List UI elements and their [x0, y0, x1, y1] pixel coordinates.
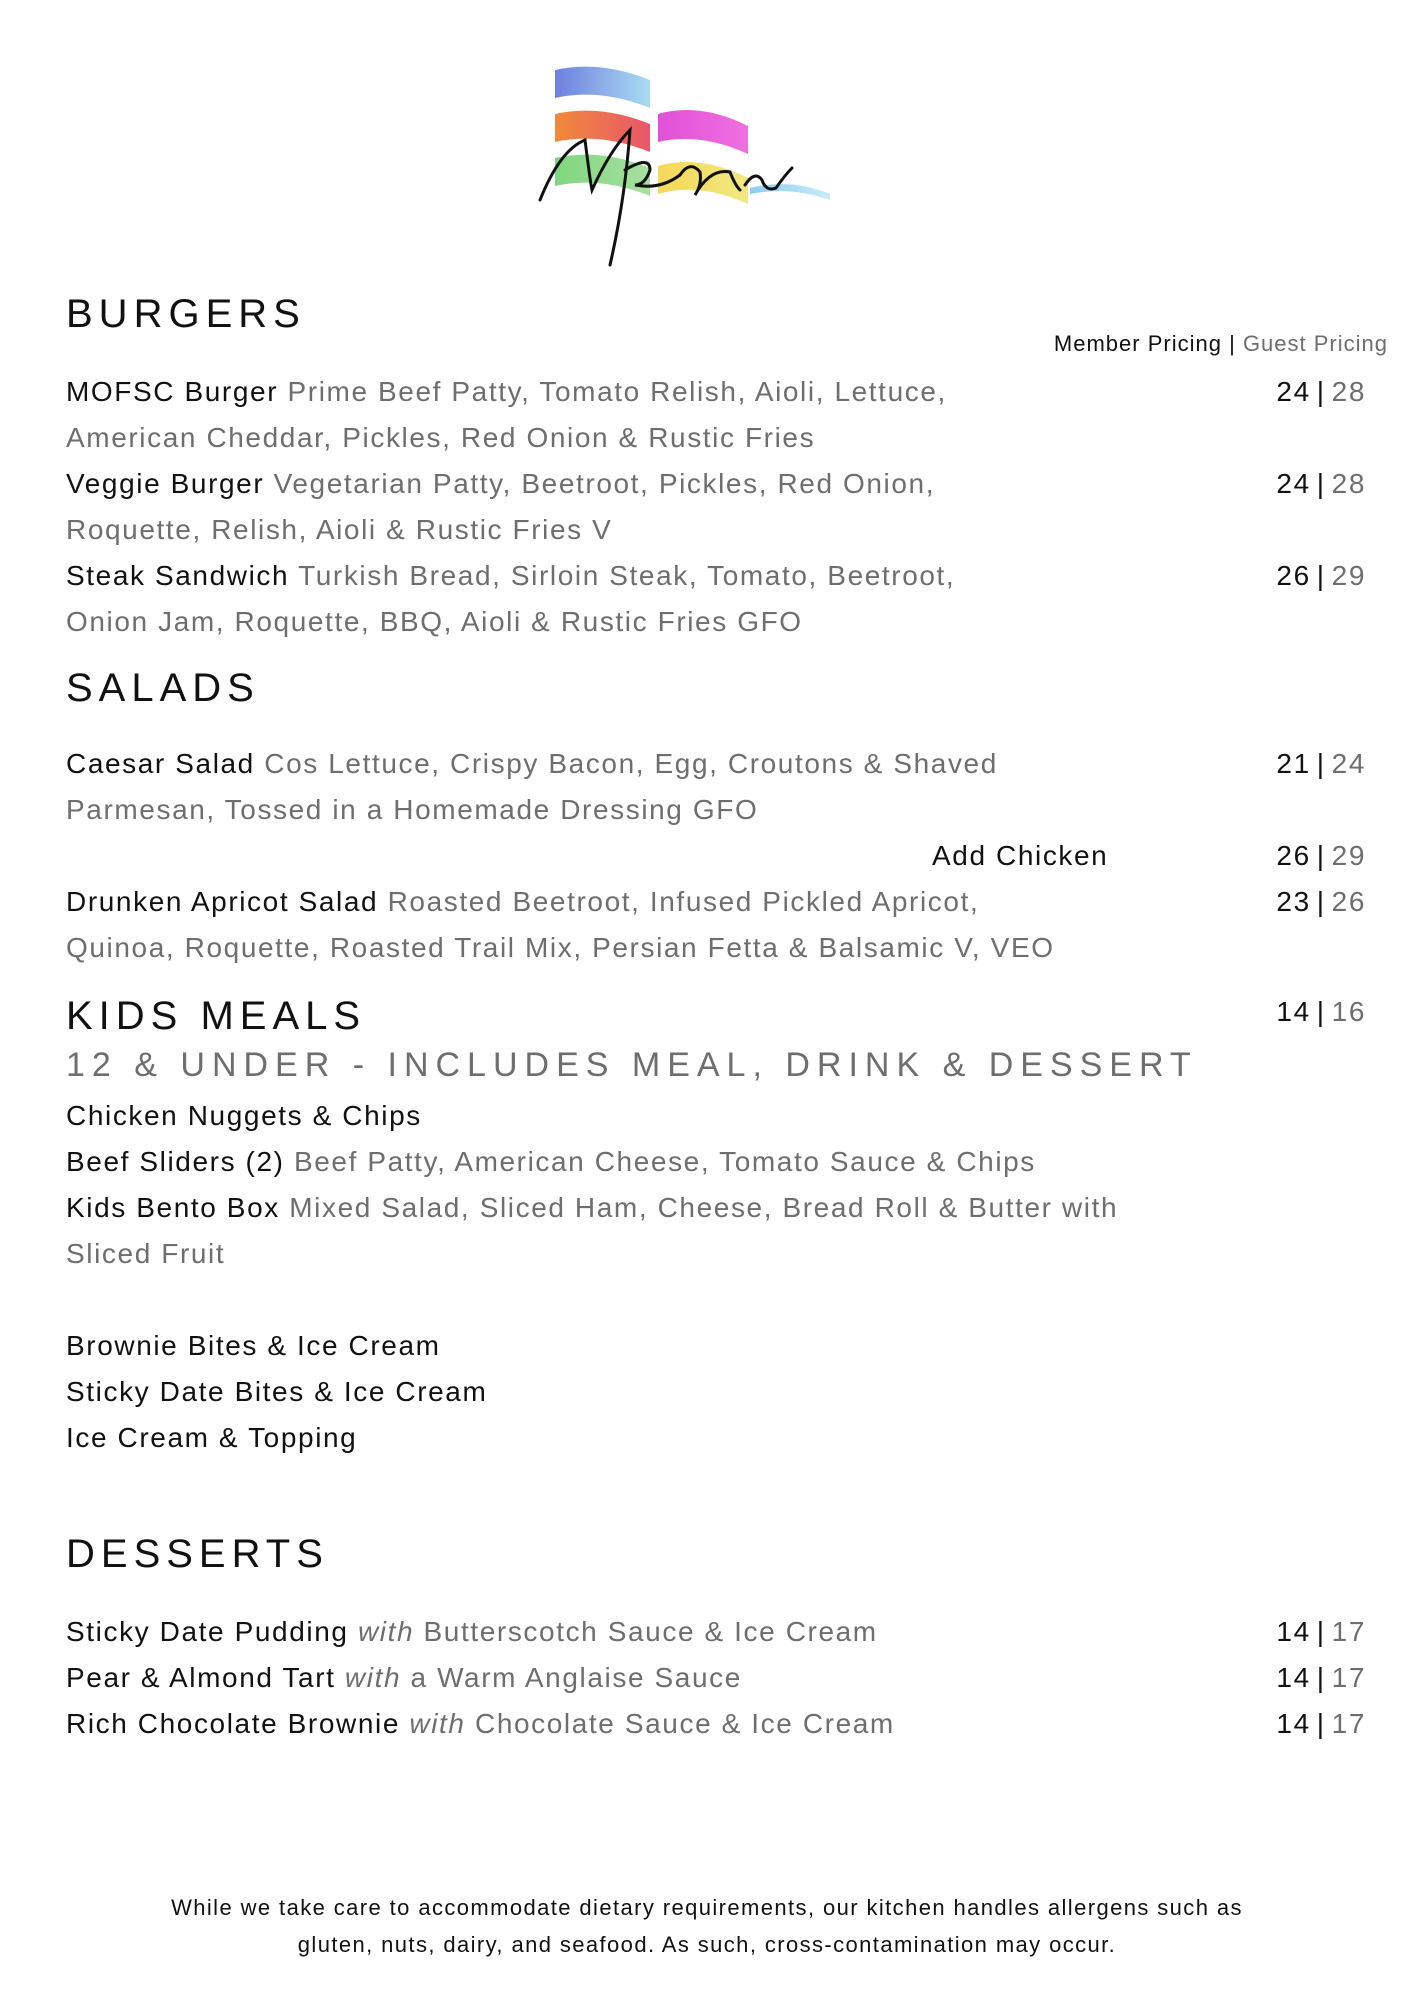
price-divider: | — [1316, 1662, 1326, 1693]
guest-price: 17 — [1331, 1616, 1366, 1647]
item-price — [1276, 884, 1366, 920]
kids-item — [66, 1144, 1036, 1180]
item-description: Cos Lettuce, Crispy Bacon, Egg, Croutons & Shaved — [264, 748, 998, 779]
kids-meals-title: KIDS MEALS — [66, 994, 367, 1038]
item-description: Roasted Beetroot, Infused Pickled Apricot, — [387, 886, 980, 917]
kids-dessert-item: Brownie Bites & Ice Cream — [66, 1330, 441, 1361]
dessert-item — [66, 1706, 895, 1742]
desc-text: a Warm Anglaise Sauce — [410, 1662, 742, 1693]
item-description-cont: Parmesan, Tossed in a Homemade Dressing GFO — [66, 794, 759, 825]
kids-item — [66, 1190, 1118, 1226]
item-name: Steak Sandwich — [66, 560, 290, 591]
price-divider: | — [1316, 996, 1326, 1027]
item-name: Sticky Date Pudding — [66, 1616, 349, 1647]
desc-text: Butterscotch Sauce & Ice Cream — [423, 1616, 878, 1647]
member-price: 23 — [1276, 886, 1311, 917]
member-price: 14 — [1276, 1708, 1311, 1739]
item-description-cont: Quinoa, Roquette, Roasted Trail Mix, Persian Fetta & Balsamic V, VEO — [66, 932, 1055, 963]
item-description: Turkish Bread, Sirloin Steak, Tomato, Beetroot, — [298, 560, 956, 591]
item-price — [1276, 466, 1366, 502]
burgers-title: BURGERS — [66, 292, 306, 336]
price-divider: | — [1316, 748, 1326, 779]
item-name: Pear & Almond Tart — [66, 1662, 336, 1693]
item-name: Kids Bento Box — [66, 1192, 280, 1223]
item-description — [409, 1708, 894, 1739]
desserts-title: DESSERTS — [66, 1532, 329, 1576]
member-pricing-label: Member Pricing — [1053, 331, 1222, 356]
guest-price: 28 — [1331, 468, 1366, 499]
member-price: 26 — [1276, 840, 1311, 871]
menu-item — [66, 374, 947, 410]
kids-meals-price — [1276, 994, 1366, 1030]
item-name: Caesar Salad — [66, 748, 255, 779]
item-price — [1276, 1706, 1366, 1742]
member-price: 14 — [1276, 996, 1311, 1027]
kids-meals-subtitle: 12 & UNDER - INCLUDES MEAL, DRINK & DESSERT — [66, 1046, 1198, 1084]
item-name: Beef Sliders (2) — [66, 1146, 285, 1177]
price-divider: | — [1316, 1616, 1326, 1647]
member-price: 24 — [1276, 468, 1311, 499]
item-description: Vegetarian Patty, Beetroot, Pickles, Red Onion, — [273, 468, 936, 499]
with-word: with — [344, 1662, 402, 1693]
dessert-item — [66, 1614, 878, 1650]
guest-price: 24 — [1331, 748, 1366, 779]
kids-dessert-item: Ice Cream & Topping — [66, 1422, 358, 1453]
with-word: with — [409, 1708, 466, 1739]
add-chicken-label: Add Chicken — [932, 840, 1109, 871]
price-divider: | — [1316, 468, 1326, 499]
item-name: Rich Chocolate Brownie — [66, 1708, 401, 1739]
guest-price: 28 — [1331, 376, 1366, 407]
item-description: Mixed Salad, Sliced Ham, Cheese, Bread Roll & Butter with — [289, 1192, 1119, 1223]
member-price: 21 — [1276, 748, 1311, 779]
price-divider: | — [1316, 376, 1326, 407]
item-name: Drunken Apricot Salad — [66, 886, 379, 917]
pricing-header — [1054, 331, 1388, 357]
item-price — [1276, 1614, 1366, 1650]
price-divider: | — [1316, 560, 1326, 591]
item-price — [1276, 374, 1366, 410]
guest-pricing-label: Guest Pricing — [1242, 331, 1388, 356]
desc-text: Chocolate Sauce & Ice Cream — [475, 1708, 895, 1739]
item-price — [1276, 1660, 1366, 1696]
item-name: MOFSC Burger — [66, 376, 279, 407]
kids-item — [66, 1098, 422, 1134]
price-divider: | — [1316, 840, 1326, 871]
menu-item — [66, 558, 955, 594]
add-chicken-price — [1276, 838, 1366, 874]
menu-item — [66, 884, 979, 920]
allergen-footer — [0, 1889, 1414, 1963]
menu-item — [66, 466, 935, 502]
menu-item — [66, 746, 998, 782]
guest-price: 17 — [1331, 1662, 1366, 1693]
flag-logo-icon — [530, 60, 910, 290]
footer-line-2: gluten, nuts, dairy, and seafood. As such, cross-contamination may occur. — [297, 1932, 1117, 1957]
item-name: Chicken Nuggets & Chips — [66, 1100, 422, 1131]
price-divider: | — [1316, 886, 1326, 917]
guest-price: 29 — [1331, 560, 1366, 591]
item-description-cont: Sliced Fruit — [66, 1238, 226, 1269]
guest-price: 26 — [1331, 886, 1366, 917]
member-price: 14 — [1276, 1616, 1311, 1647]
item-description: Beef Patty, American Cheese, Tomato Sauce & Chips — [293, 1146, 1036, 1177]
kids-dessert-item: Sticky Date Bites & Ice Cream — [66, 1376, 488, 1407]
with-word: with — [357, 1616, 415, 1647]
item-description — [345, 1662, 742, 1693]
member-price: 26 — [1276, 560, 1311, 591]
item-description-cont: Roquette, Relish, Aioli & Rustic Fries V — [66, 514, 613, 545]
item-description-cont: Onion Jam, Roquette, BBQ, Aioli & Rustic Fries GFO — [66, 606, 803, 637]
guest-price: 17 — [1331, 1708, 1366, 1739]
guest-price: 16 — [1331, 996, 1366, 1027]
item-price — [1276, 746, 1366, 782]
dessert-item — [66, 1660, 742, 1696]
item-price — [1276, 558, 1366, 594]
item-description-cont: American Cheddar, Pickles, Red Onion & Rustic Fries — [66, 422, 816, 453]
item-description — [358, 1616, 878, 1647]
item-name: Veggie Burger — [66, 468, 265, 499]
menu-logo — [530, 60, 910, 290]
footer-line-1: While we take care to accommodate dietary requirements, our kitchen handles allergens such as — [171, 1895, 1243, 1920]
salads-title: SALADS — [66, 666, 260, 710]
price-divider: | — [1316, 1708, 1326, 1739]
item-description: Prime Beef Patty, Tomato Relish, Aioli, Lettuce, — [287, 376, 947, 407]
pricing-divider: | — [1229, 331, 1236, 356]
guest-price: 29 — [1331, 840, 1366, 871]
member-price: 24 — [1276, 376, 1311, 407]
member-price: 14 — [1276, 1662, 1311, 1693]
